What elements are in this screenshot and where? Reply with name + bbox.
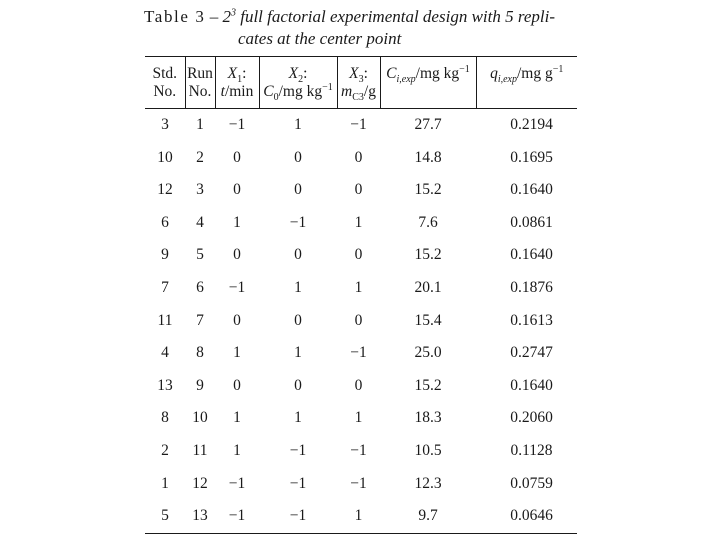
cell-run: 9 [196,376,204,394]
cell-x2: 0 [294,246,302,264]
cell-x1: 0 [233,148,241,166]
cell-ci: 7.6 [418,213,438,231]
cell-qi: 0.0759 [510,474,553,492]
cell-ci: 14.8 [414,148,442,166]
cell-std: 3 [161,116,169,133]
header-x1: $X_1$: t/min [215,57,259,109]
cell-x1: 1 [233,344,241,362]
cell-qi: 0.2060 [510,409,553,427]
cell-x3: 1 [354,213,363,231]
cell-qi: 0.0646 [476,500,577,533]
cell-x1: −1 [215,500,259,533]
cell-ci: 27.7 [414,116,442,133]
cell-ci: 10.5 [414,441,442,459]
header-c-exp: $C_{i,exp}/mg$ $kg^{-1}$ [380,57,476,109]
cell-x2: 1 [294,344,302,362]
header-x3: $X_3$: $m_{C3}/g$ [337,57,380,109]
cell-x3: 1 [354,409,363,427]
cell-x2: 0 [294,181,302,199]
cell-qi: 0.1640 [510,376,553,394]
table-row [145,402,577,435]
cell-x1: 0 [233,246,241,264]
cell-x2: −1 [289,213,307,231]
cell-run: 7 [196,311,204,329]
cell-std: 10 [157,148,173,166]
cell-x2: −1 [289,441,307,459]
cell-x2: 0 [294,148,302,166]
cell-x3: −1 [350,344,367,362]
cell-ci: 15.2 [414,181,442,199]
cell-ci: 9.7 [380,500,476,533]
caption-exponent: 3 [230,7,236,19]
cell-qi: 0.2194 [510,116,553,133]
header-q-exp: $q_{i,exp}/mg$ $g^{-1}$ [476,57,577,109]
cell-x3: −1 [350,474,367,492]
cell-x1: 0 [233,311,241,329]
cell-std: 11 [157,311,173,329]
cell-x1: 1 [233,213,241,231]
cell-run: 2 [196,148,204,166]
cell-x2: 0 [294,311,302,329]
cell-x2: −1 [289,474,307,492]
caption-text-line1: $2^3$ full factorial experimental design with 5 repli- [222,7,555,26]
cell-ci: 25.0 [414,344,442,362]
cell-std: 7 [161,278,169,296]
cell-x3: 0 [354,181,363,199]
cell-std: 1 [161,474,169,492]
cell-qi: 0.1613 [510,311,553,329]
caption-text-line2: cates at the center point [238,29,402,48]
table-header-row [145,57,577,109]
cell-qi: 0.1876 [510,278,553,296]
cell-x1: −1 [228,474,246,492]
table-row [145,207,577,240]
cell-ci: 15.2 [414,246,442,264]
factorial-design-table [145,56,577,534]
cell-x3: 1 [337,500,380,533]
cell-x2: 1 [294,116,302,133]
cell-x3: 0 [354,246,363,264]
cell-x1: 1 [233,441,241,459]
table-row [145,272,577,305]
cell-run: 3 [196,181,204,199]
cell-x3: 0 [354,376,363,394]
cell-std: 13 [157,376,173,394]
table-row [145,109,577,142]
cell-qi: 0.1695 [510,148,553,166]
cell-std: 5 [145,500,185,533]
cell-x3: 0 [354,311,363,329]
table-row [145,239,577,272]
table-row [145,435,577,468]
table-label: Table 3 [144,7,206,26]
cell-run: 6 [196,278,204,296]
cell-ci: 15.4 [414,311,442,329]
table-row [145,174,577,207]
cell-std: 2 [161,441,169,459]
table-row [145,500,577,533]
header-std-no: Std. No. [145,57,185,109]
cell-ci: 15.2 [414,376,442,394]
cell-x2: −1 [259,500,337,533]
cell-std: 6 [161,213,169,231]
table-row [145,468,577,501]
header-x2: $X_2$: $C_0/mg$ $kg^{-1}$ [259,57,337,109]
cell-x1: 0 [233,376,241,394]
cell-qi: 0.1640 [510,246,553,264]
cell-ci: 20.1 [414,278,442,296]
cell-ci: 18.3 [414,409,442,427]
cell-run: 13 [185,500,215,533]
cell-run: 12 [192,474,208,492]
cell-run: 8 [196,344,204,362]
cell-x1: 1 [233,409,241,427]
table-row [145,370,577,403]
cell-x2: 0 [294,376,302,394]
table-row [145,305,577,338]
table-row [145,142,577,175]
cell-std: 12 [157,181,173,199]
table-caption [144,6,584,50]
cell-x1: −1 [228,116,246,133]
cell-x2: 1 [294,409,302,427]
cell-x2: 1 [294,278,302,296]
cell-qi: 0.1128 [510,441,553,459]
cell-std: 8 [161,409,169,427]
cell-x3: −1 [350,116,367,133]
cell-x3: 0 [354,148,363,166]
cell-qi: 0.1640 [510,181,553,199]
cell-x1: −1 [228,278,246,296]
caption-dash: – [209,7,219,26]
cell-qi: 0.0861 [510,213,553,231]
cell-x3: −1 [350,441,367,459]
cell-run: 5 [196,246,204,264]
cell-qi: 0.2747 [510,344,553,362]
cell-run: 1 [196,116,204,133]
cell-ci: 12.3 [414,474,442,492]
cell-std: 9 [161,246,169,264]
cell-x3: 1 [354,278,363,296]
cell-run: 4 [196,213,204,231]
cell-run: 11 [192,441,208,459]
cell-x1: 0 [233,181,241,199]
table-body [145,109,577,534]
header-run-no: Run No. [185,57,215,109]
table-row [145,337,577,370]
cell-run: 10 [192,409,208,427]
cell-std: 4 [161,344,169,362]
